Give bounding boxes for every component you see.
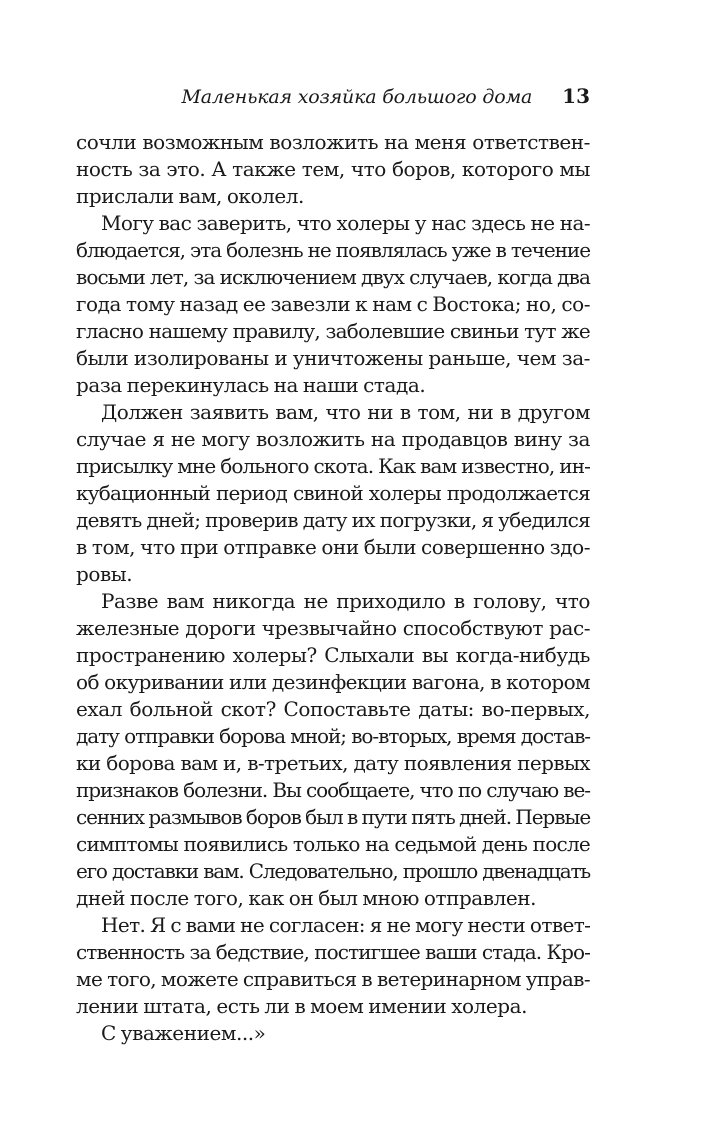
text-line: раза перекинулась на наши стада. bbox=[76, 373, 426, 397]
text-line: ровы. bbox=[76, 562, 133, 586]
text-line: его доставки вам. Следовательно, прошло двенадцать bbox=[76, 859, 590, 883]
text-line: дней после того, как он был мною отправлен. bbox=[76, 886, 537, 910]
body-text bbox=[76, 129, 590, 1047]
text-line: железные дороги чрезвычайно способствуют рас- bbox=[76, 616, 590, 640]
text-line: девять дней; проверив дату их погрузки, я убедился bbox=[76, 508, 590, 532]
text-line: лении штата, есть ли в моем имении холера. bbox=[76, 994, 527, 1018]
text-line: сочли возможным возложить на меня ответствен- bbox=[76, 130, 590, 154]
text-line: пространению холеры? Слыхали вы когда-нибудь bbox=[76, 643, 590, 667]
page-number: 13 bbox=[562, 84, 590, 108]
text-line: ки борова вам и, в-третьих, дату появления первых bbox=[76, 751, 590, 775]
text-line: в том, что при отправке они были совершенно здо- bbox=[76, 535, 590, 559]
text-line: Должен заявить вам, что ни в том, ни в другом bbox=[101, 400, 590, 424]
text-line: дату отправки борова мной; во-вторых, время достав- bbox=[76, 724, 590, 748]
text-line: кубационный период свиной холеры продолжается bbox=[76, 481, 590, 505]
text-line: ственность за бедствие, постигшее ваши стада. Кро- bbox=[76, 940, 590, 964]
text-line: ность за это. А также тем, что боров, которого мы bbox=[76, 157, 590, 181]
text-line: Нет. Я с вами не согласен: я не могу нести ответ- bbox=[101, 913, 591, 937]
text-line: прислали вам, околел. bbox=[76, 184, 304, 208]
text-line: признаков болезни. Вы сообщаете, что по случаю ве- bbox=[76, 778, 590, 802]
text-line: симптомы появились только на седьмой день после bbox=[76, 832, 590, 856]
text-line: гласно нашему правилу, заболевшие свиньи тут же bbox=[76, 319, 590, 343]
text-line: сенних размывов боров был в пути пять дней. Первые bbox=[76, 805, 591, 829]
text-line: об окуривании или дезинфекции вагона, в котором bbox=[76, 670, 590, 694]
text-line: блюдается, эта болезнь не появлялась уже в течение bbox=[76, 238, 590, 262]
text-line: восьми лет, за исключением двух случаев, когда два bbox=[76, 265, 590, 289]
text-line: ехал больной скот? Сопоставьте даты: во-первых, bbox=[76, 697, 590, 721]
text-line: года тому назад ее завезли к нам с Востока; но, со- bbox=[76, 292, 590, 316]
text-line: были изолированы и уничтожены раньше, чем за- bbox=[76, 346, 590, 370]
running-title: Маленькая хозяйка большого дома bbox=[181, 86, 533, 108]
text-line: присылку мне больного скота. Как вам известно, ин- bbox=[76, 454, 590, 478]
text-line: Разве вам никогда не приходило в голову, что bbox=[101, 589, 590, 613]
running-header bbox=[76, 84, 590, 118]
closing-line: С уважением...» bbox=[101, 1021, 266, 1045]
text-line: Могу вас заверить, что холеры у нас здесь не на- bbox=[101, 211, 590, 235]
text-line: случае я не могу возложить на продавцов вину за bbox=[76, 427, 590, 451]
text-line: ме того, можете справиться в ветеринарном управ- bbox=[76, 967, 590, 991]
